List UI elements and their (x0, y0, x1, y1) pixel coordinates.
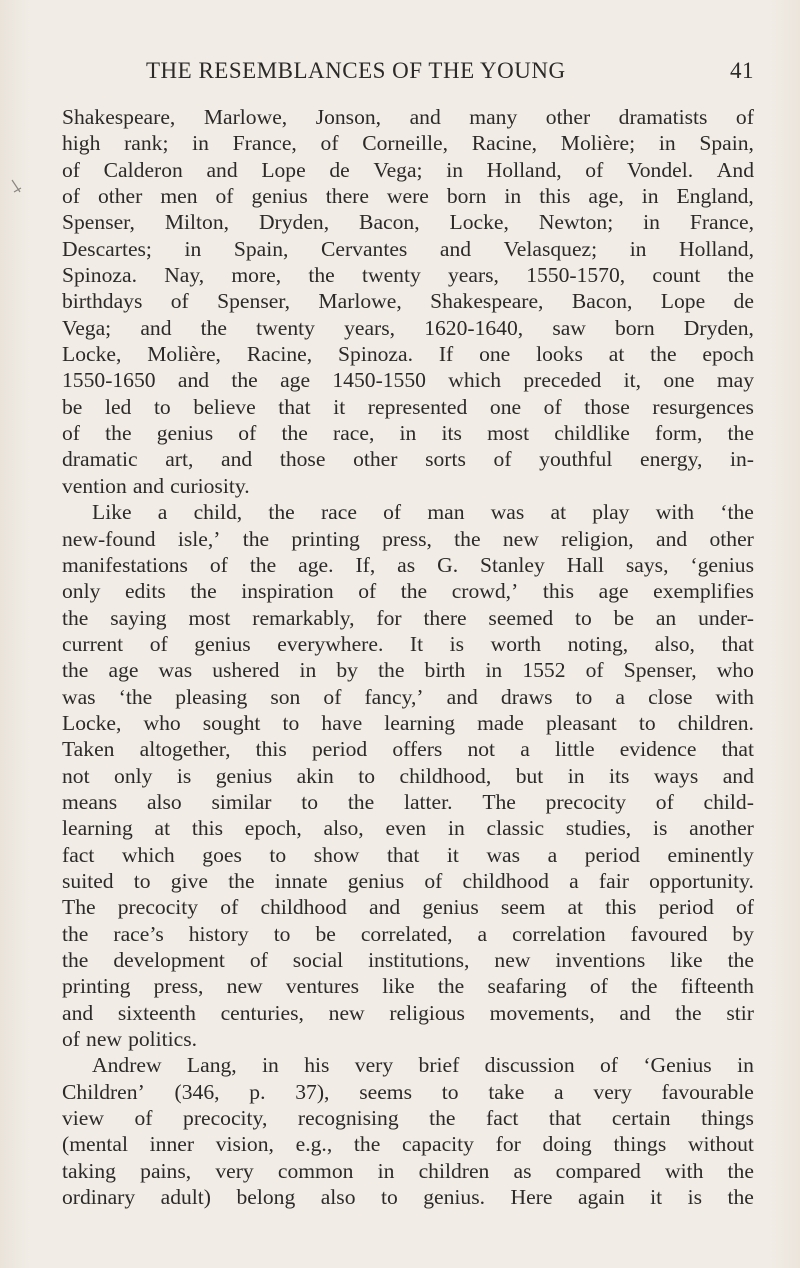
text-line: ordinary adult) belong also to genius. Here again it is the (62, 1185, 754, 1210)
text-line: the saying most remarkably, for there seemed to be an under- (62, 605, 754, 630)
text-line: Shakespeare, Marlowe, Jonson, and many other dramatists of (62, 105, 754, 129)
running-title: THE RESEMBLANCES OF THE YOUNG (146, 58, 566, 83)
text-line: Vega; and the twenty years, 1620-1640, saw born Dryden, (62, 315, 754, 340)
text-line: Locke, who sought to have learning made pleasant to children. (62, 710, 754, 735)
text-line: 1550-1650 and the age 1450-1550 which preceded it, one may (62, 368, 754, 393)
text-line: manifestations of the age. If, as G. Stanley Hall says, ‘genius (62, 552, 754, 577)
text-line: the age was ushered in by the birth in 1552 of Spenser, who (62, 658, 754, 683)
text-line: suited to give the innate genius of childhood a fair opportunity. (62, 868, 754, 893)
text-line: the race’s history to be correlated, a correlation favoured by (62, 921, 754, 946)
text-line: printing press, new ventures like the seafaring of the fifteenth (62, 974, 754, 999)
text-line: current of genius everywhere. It is worth noting, also, that (62, 631, 754, 656)
text-line: dramatic art, and those other sorts of youthful energy, in- (62, 447, 754, 472)
body-text (62, 104, 754, 1210)
page-number: 41 (730, 58, 754, 83)
text-line: view of precocity, recognising the fact that certain things (62, 1106, 754, 1131)
text-line: of the genius of the race, in its most childlike form, the (62, 421, 754, 446)
text-line: means also similar to the latter. The precocity of child- (62, 789, 754, 814)
text-line: Children’ (346, p. 37), seems to take a very favourable (62, 1079, 754, 1104)
text-line: Locke, Molière, Racine, Spinoza. If one looks at the epoch (62, 342, 754, 367)
text-line: learning at this epoch, also, even in classic studies, is another (62, 816, 754, 841)
text-line: fact which goes to show that it was a period eminently (62, 842, 754, 867)
text-line: the development of social institutions, new inventions like the (62, 948, 754, 972)
text-line: Andrew Lang, in his very brief discussion of ‘Genius in (92, 1053, 754, 1078)
text-line: Like a child, the race of man was at play with ‘the (92, 500, 754, 525)
text-line: Spenser, Milton, Dryden, Bacon, Locke, Newton; in France, (62, 210, 754, 235)
text-line: and sixteenth centuries, new religious movements, and the stir (62, 1000, 754, 1025)
text-line: (mental inner vision, e.g., the capacity for doing things without (62, 1132, 754, 1157)
text-line: vention and curiosity. (62, 473, 250, 498)
text-line: high rank; in France, of Corneille, Racine, Molière; in Spain, (62, 131, 754, 156)
pencil-mark-icon (10, 178, 24, 202)
text-line: of new politics. (62, 1027, 198, 1052)
text-line: new-found isle,’ the printing press, the new religion, and other (62, 526, 754, 551)
text-line: The precocity of childhood and genius seem at this period of (62, 895, 754, 920)
text-line: not only is genius akin to childhood, but in its ways and (62, 763, 754, 788)
text-line: be led to believe that it represented one of those resurgences (62, 394, 754, 419)
text-line: Spinoza. Nay, more, the twenty years, 1550-1570, count the (62, 263, 754, 288)
text-line: of Calderon and Lope de Vega; in Holland, of Vondel. And (62, 157, 754, 182)
text-line: Descartes; in Spain, Cervantes and Velasquez; in Holland, (62, 236, 754, 261)
text-line: Taken altogether, this period offers not a little evidence that (62, 737, 754, 762)
text-line: was ‘the pleasing son of fancy,’ and draws to a close with (62, 684, 754, 709)
page-header (146, 58, 754, 88)
text-line: of other men of genius there were born in this age, in England, (62, 184, 754, 209)
text-line: only edits the inspiration of the crowd,’ this age exemplifies (62, 579, 754, 604)
text-line: birthdays of Spenser, Marlowe, Shakespeare, Bacon, Lope de (62, 289, 754, 314)
text-line: taking pains, very common in children as compared with the (62, 1158, 754, 1183)
